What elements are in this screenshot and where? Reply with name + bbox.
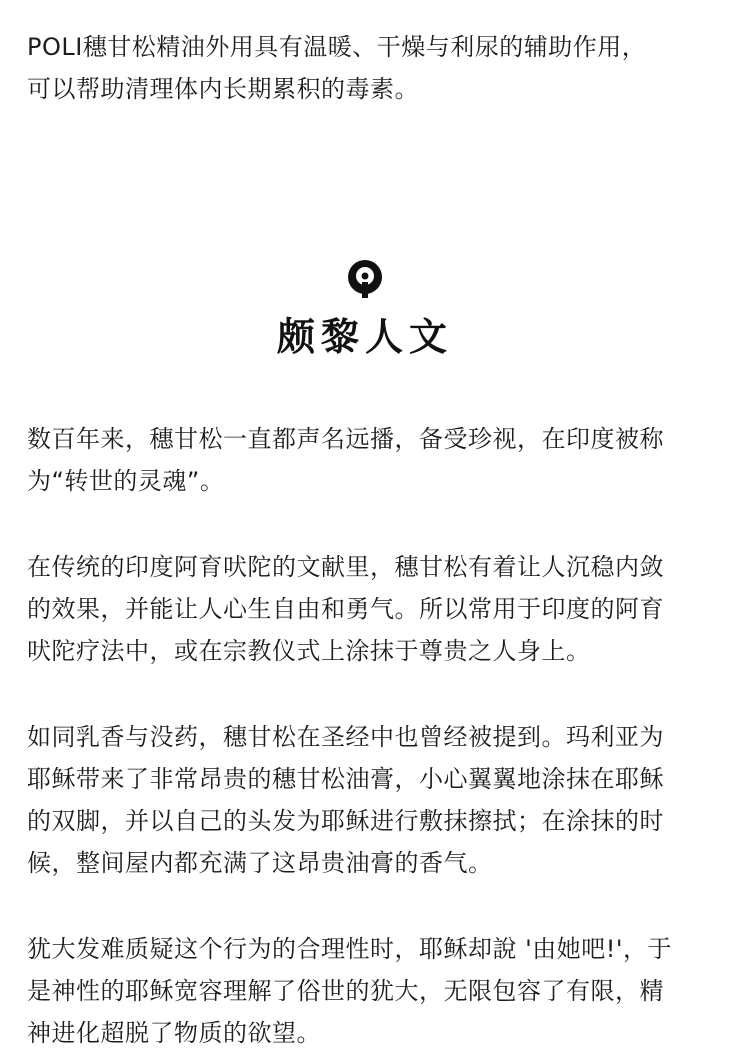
paragraph-line: 是神性的耶稣宽容理解了俗世的犹大，无限包容了有限，精: [27, 977, 664, 1005]
paragraph-line: 候，整间屋内都充满了这昂贵油膏的香气。: [27, 849, 493, 877]
paragraph-line: 神进化超脱了物质的欲望。: [27, 1019, 321, 1047]
paragraph-line: 犹大发难质疑这个行为的合理性时，耶稣却說 '由她吧!'，于: [27, 935, 672, 963]
intro-line: POLI穗甘松精油外用具有温暖、干燥与利尿的辅助作用，: [27, 33, 647, 61]
intro-line: 可以帮助清理体内长期累积的毒素。: [27, 75, 419, 103]
body-paragraph: [27, 546, 717, 672]
paragraph-line: 的双脚，并以自己的头发为耶稣进行敷抹擦拭；在涂抹的时: [27, 807, 664, 835]
brand-name: 颇黎人文: [276, 314, 453, 359]
brand-mark-icon: [341, 258, 389, 300]
body-paragraph: [27, 716, 717, 884]
paragraph-line: 数百年来，穗甘松一直都声名远播，备受珍视，在印度被称: [27, 425, 664, 453]
paragraph-line: 耶稣带来了非常昂贵的穗甘松油膏，小心翼翼地涂抹在耶稣: [27, 765, 664, 793]
intro-paragraph: [27, 26, 717, 110]
body-paragraph: [27, 418, 717, 502]
paragraph-line: 吠陀疗法中，或在宗教仪式上涂抹于尊贵之人身上。: [27, 637, 591, 665]
paragraph-line: 为“转世的灵魂”。: [27, 467, 225, 495]
body-paragraph: [27, 928, 717, 1054]
paragraph-line: 如同乳香与没药，穗甘松在圣经中也曾经被提到。玛利亚为: [27, 723, 664, 751]
brand-logo: [0, 258, 730, 361]
paragraph-line: 在传统的印度阿育吠陀的文献里，穗甘松有着让人沉稳内敛: [27, 553, 664, 581]
paragraph-line: 的效果，并能让人心生自由和勇气。所以常用于印度的阿育: [27, 595, 664, 623]
